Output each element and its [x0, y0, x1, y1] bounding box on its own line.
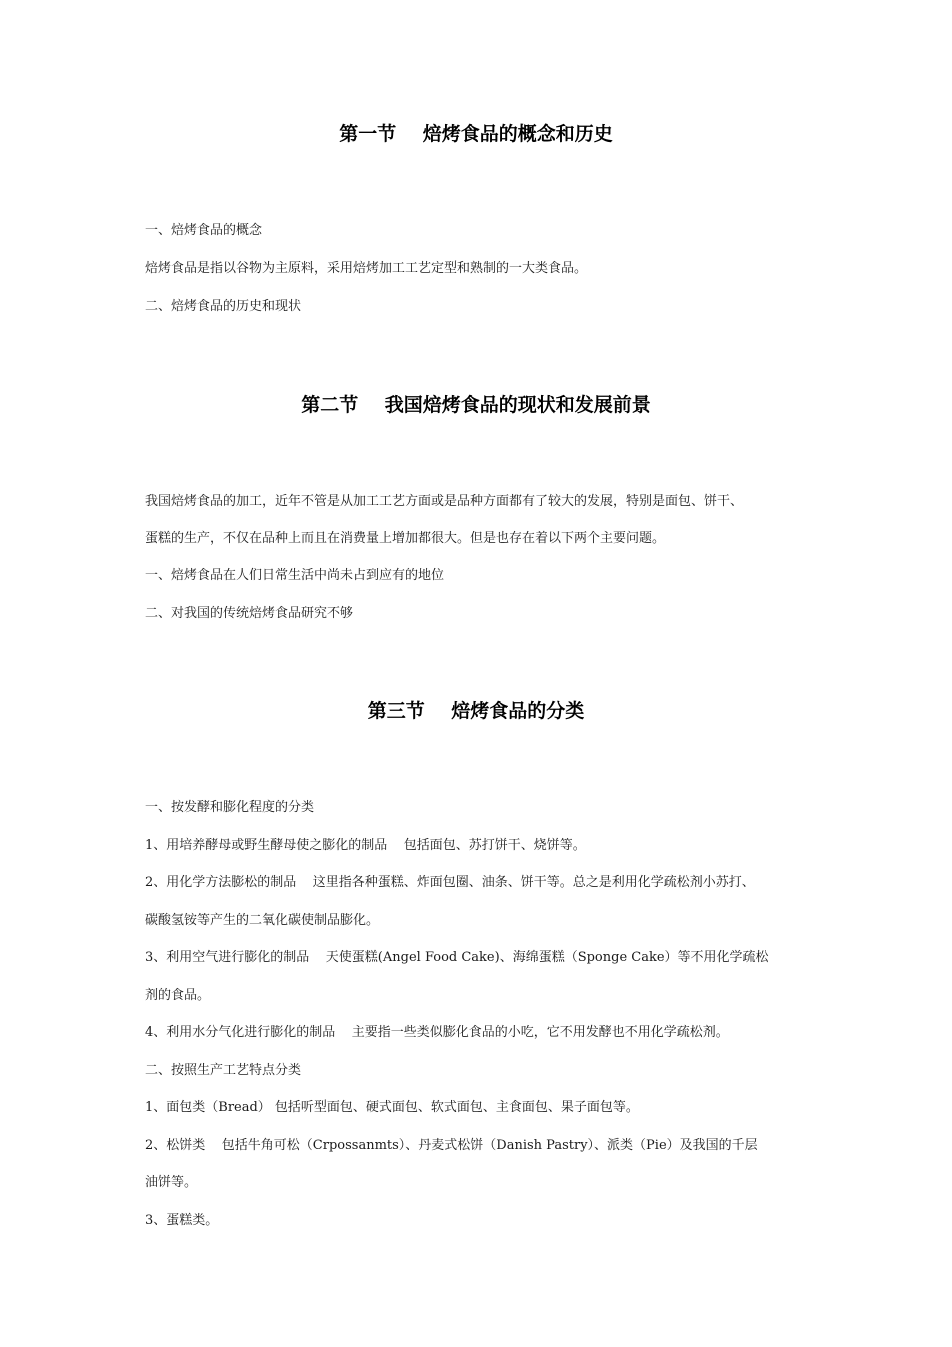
problem-item-1: 一、焙烤食品在人们日常生活中尚未占到应有的地位 [145, 568, 445, 583]
list-item-steam: 4、利用水分气化进行膨化的制品 主要指一些类似膨化食品的小吃，它不用发酵也不用化学疏松剂。 [145, 1025, 729, 1040]
list-item-pastry-line-1: 2、松饼类 包括牛角可松（Crpossanmts）、丹麦式松饼（Danish Pastry）、派类（Pie）及我国的千层 [145, 1138, 758, 1153]
list-item-bread: 1、面包类（Bread） 包括听型面包、硬式面包、软式面包、主食面包、果子面包等。 [145, 1100, 639, 1115]
section-heading-1: 第一节 焙烤食品的概念和历史 [339, 123, 613, 145]
subheading-fermentation: 一、按发酵和膨化程度的分类 [145, 800, 315, 815]
paragraph-definition: 焙烤食品是指以谷物为主原料，采用焙烤加工工艺定型和熟制的一大类食品。 [145, 261, 588, 276]
list-item-air-line-2: 剂的食品。 [145, 988, 211, 1003]
section-heading-2: 第二节 我国焙烤食品的现状和发展前景 [301, 394, 651, 416]
list-item-pastry-line-2: 油饼等。 [145, 1175, 198, 1190]
subheading-concept: 一、焙烤食品的概念 [145, 223, 263, 238]
list-item-cake: 3、蛋糕类。 [145, 1213, 219, 1228]
list-item-chemical-line-2: 碳酸氢铵等产生的二氧化碳使制品膨化。 [145, 913, 380, 928]
paragraph-status-line-1: 我国焙烤食品的加工，近年不管是从加工工艺方面或是品种方面都有了较大的发展，特别是面包、饼干、 [145, 494, 744, 509]
list-item-yeast: 1、用培养酵母或野生酵母使之膨化的制品 包括面包、苏打饼干、烧饼等。 [145, 838, 586, 853]
subheading-process: 二、按照生产工艺特点分类 [145, 1063, 302, 1078]
list-item-chemical-line-1: 2、用化学方法膨松的制品 这里指各种蛋糕、炸面包圈、油条、饼干等。总之是利用化学疏松剂小苏打、 [145, 875, 755, 890]
paragraph-status-line-2: 蛋糕的生产，不仅在品种上而且在消费量上增加都很大。但是也存在着以下两个主要问题。 [145, 531, 666, 546]
subheading-history: 二、焙烤食品的历史和现状 [145, 299, 302, 314]
list-item-air-line-1: 3、利用空气进行膨化的制品 天使蛋糕(Angel Food Cake)、海绵蛋糕（Sponge Cake）等不用化学疏松 [145, 950, 769, 965]
problem-item-2: 二、对我国的传统焙烤食品研究不够 [145, 606, 354, 621]
section-heading-3: 第三节 焙烤食品的分类 [367, 700, 585, 722]
